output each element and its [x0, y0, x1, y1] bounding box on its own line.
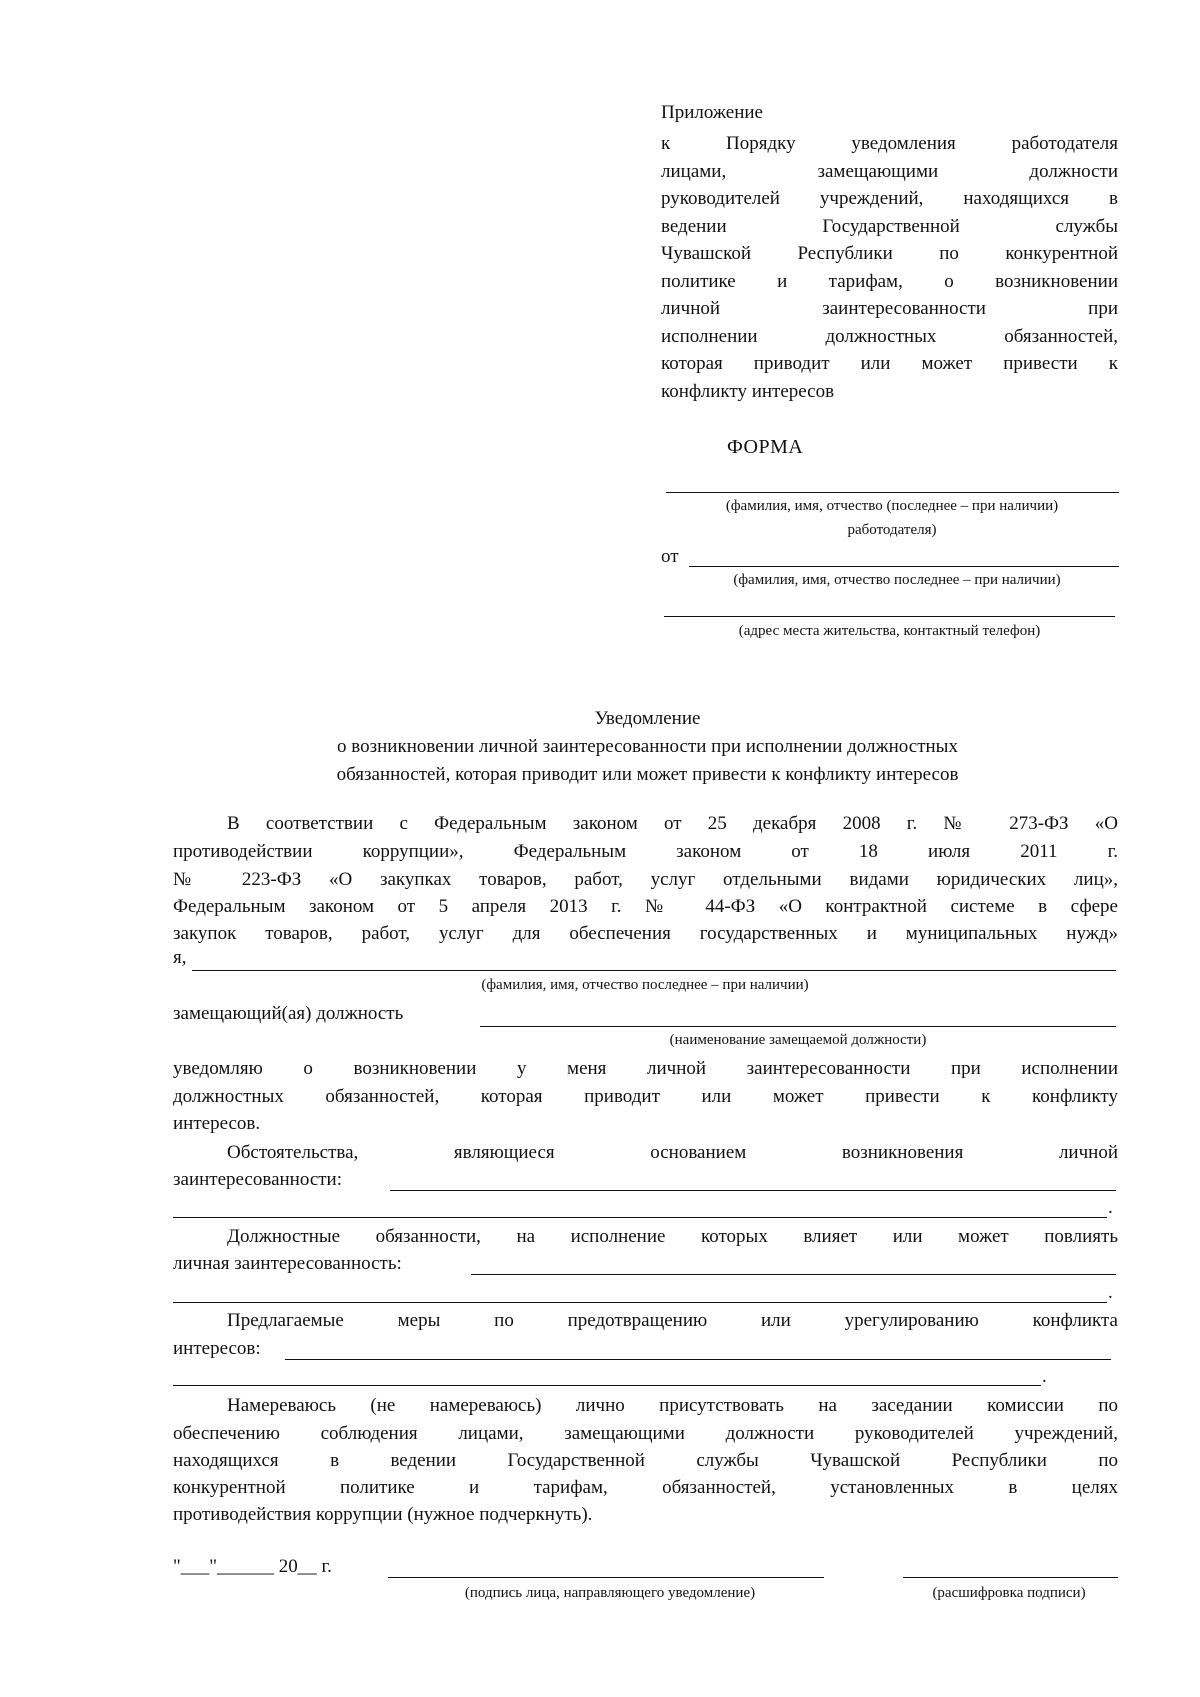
fio-caption: (фамилия, имя, отчество последнее – при наличии) [481, 977, 809, 993]
annex-line: личной заинтересованности при [661, 298, 1118, 319]
attend-line: противодействия коррупции (нужное подчеркнуть). [173, 1504, 593, 1525]
from-label: от [661, 546, 679, 567]
notice-title: Уведомление [594, 708, 701, 729]
address-line [664, 616, 1115, 617]
annex-line: руководителей учреждений, находящихся в [661, 188, 1118, 209]
notice-subtitle: о возникновении личной заинтересованности при исполнении должностных [337, 736, 958, 757]
notify-line: должностных обязанностей, которая приводит или может привести к конфликту [173, 1086, 1118, 1107]
fio-line [192, 970, 1116, 971]
annex-line: исполнении должностных обязанностей, [661, 325, 1118, 347]
date-field: "___"______ 20__ г. [173, 1556, 332, 1577]
measures-line [285, 1359, 1111, 1360]
annex-line: лицами, замещающими должности [661, 160, 1118, 182]
intro-line: В соответствии с Федеральным законом от 25 декабря 2008 г. № 273-ФЗ «О [227, 813, 1118, 834]
ya-label: я, [173, 947, 187, 968]
measures-label: Предлагаемые меры по предотвращению или урегулированию конфликта [227, 1310, 1118, 1331]
attend-line: Намереваюсь (не намереваюсь) лично присутствовать на заседании комиссии по [227, 1395, 1118, 1416]
line-end-period: . [1042, 1366, 1047, 1387]
line-end-period: . [1108, 1282, 1113, 1303]
notify-line: интересов. [173, 1113, 261, 1134]
circumstances-label-2: заинтересованности: [173, 1169, 342, 1190]
annex-text [661, 130, 1118, 405]
attend-line: обеспечению соблюдения лицами, замещающими должности руководителей учреждений, [173, 1423, 1118, 1444]
annex-title: Приложение [661, 102, 763, 123]
annex-line: Чувашской Республики по конкурентной [661, 243, 1118, 264]
employer-name-line [666, 492, 1119, 493]
annex-line: конфликту интересов [661, 380, 835, 402]
intro-line: № 223-ФЗ «О закупках товаров, работ, услуг отдельными видами юридических лиц», [173, 869, 1118, 890]
sender-caption: (фамилия, имя, отчество последнее – при наличии) [733, 572, 1061, 588]
position-label: замещающий(ая) должность [173, 1003, 404, 1024]
sender-name-line [689, 566, 1119, 567]
circumstances-label: Обстоятельства, являющиеся основанием возникновения личной [227, 1142, 1118, 1163]
duties-line [471, 1274, 1116, 1275]
employer-caption: (фамилия, имя, отчество (последнее – при наличии) [725, 498, 1059, 514]
line-end-period: . [1108, 1197, 1113, 1218]
intro-line: закупок товаров, работ, услуг для обеспечения государственных и муниципальных нужд» [173, 923, 1118, 944]
duties-line-2 [173, 1302, 1107, 1303]
annex-line: которая приводит или может привести к [661, 353, 1118, 374]
signature-line [388, 1577, 824, 1578]
decode-caption: (расшифровка подписи) [932, 1585, 1086, 1601]
duties-label: Должностные обязанности, на исполнение которых влияет или может повлиять [227, 1226, 1118, 1247]
measures-line-2 [173, 1385, 1041, 1386]
annex-line: ведении Государственной службы [661, 215, 1118, 237]
signature-caption: (подпись лица, направляющего уведомление) [464, 1585, 756, 1601]
attend-line: конкурентной политике и тарифам, обязанностей, установленных в целях [173, 1477, 1118, 1498]
duties-label-2: личная заинтересованность: [173, 1253, 402, 1274]
annex-line: к Порядку уведомления работодателя [661, 133, 1118, 154]
intro-line: Федеральным законом от 5 апреля 2013 г. № 44-ФЗ «О контрактной системе в сфере [173, 896, 1118, 917]
signature-decode-line [903, 1577, 1118, 1578]
attend-line: находящихся в ведении Государственной службы Чувашской Республики по [173, 1450, 1118, 1471]
position-line [480, 1026, 1116, 1027]
measures-label-2: интересов: [173, 1338, 261, 1359]
position-caption: (наименование замещаемой должности) [669, 1032, 927, 1048]
notify-line: уведомляю о возникновении у меня личной заинтересованности при исполнении [173, 1058, 1118, 1079]
notice-subtitle: обязанностей, которая приводит или может привести к конфликту интересов [336, 764, 959, 785]
address-caption: (адрес места жительства, контактный телефон) [738, 623, 1041, 639]
form-label: ФОРМА [727, 436, 804, 458]
employer-caption-2: работодателя) [847, 522, 937, 538]
intro-line: противодействии коррупции», Федеральным законом от 18 июля 2011 г. [173, 841, 1118, 862]
circumstances-line [390, 1190, 1116, 1191]
circumstances-line-2 [173, 1217, 1107, 1218]
annex-line: политике и тарифам, о возникновении [661, 270, 1118, 292]
